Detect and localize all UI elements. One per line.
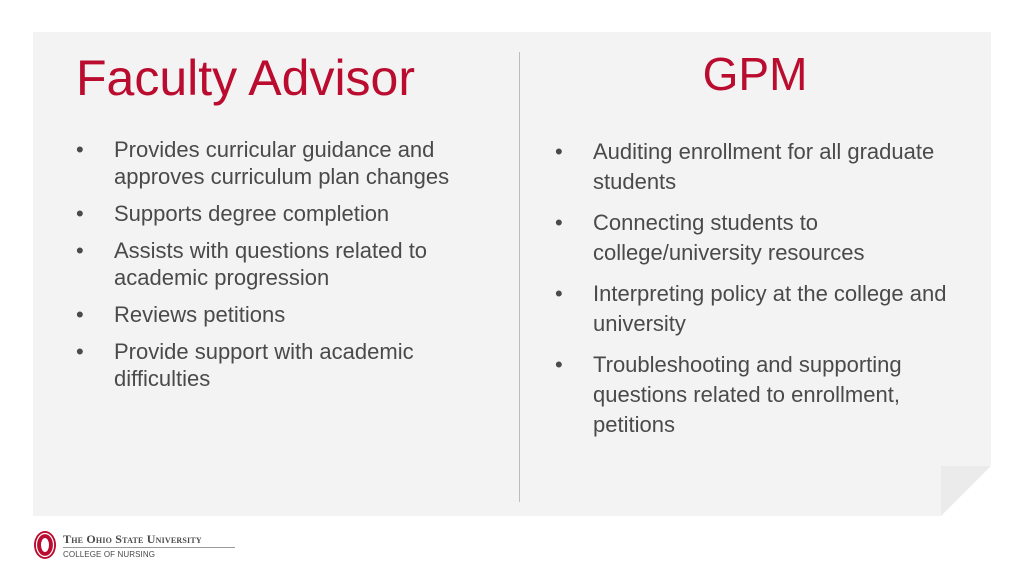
list-item-text: Provides curricular guidance and approves curriculum plan changes [114, 137, 450, 189]
list-item [76, 237, 496, 291]
list-item [76, 136, 496, 190]
bullet-icon: • [555, 210, 563, 235]
list-item [555, 350, 985, 440]
bullet-icon: • [76, 339, 84, 364]
list-item-text: Assists with questions related to academic progression [114, 238, 428, 290]
bullet-icon: • [555, 139, 563, 164]
list-item [76, 200, 496, 227]
bullet-icon: • [555, 352, 563, 377]
logo-divider [63, 547, 235, 548]
bullet-icon: • [555, 281, 563, 306]
page-number: 5 [977, 496, 983, 506]
gpm-title: GPM [702, 48, 808, 100]
list-item [76, 338, 496, 392]
bullet-icon: • [76, 238, 84, 263]
list-item-text: Auditing enrollment for all graduate students [593, 139, 935, 194]
list-item-text: Connecting students to college/university resources [593, 210, 865, 265]
list-item [555, 279, 985, 339]
list-item [555, 208, 985, 268]
slide-panel [33, 32, 991, 516]
faculty-advisor-list [76, 136, 496, 402]
page-curl-corner [941, 466, 991, 516]
list-item-text: Supports degree completion [114, 201, 390, 226]
list-item [76, 301, 496, 328]
list-item-text: Troubleshooting and supporting questions related to enrollment, petitions [593, 352, 902, 437]
column-divider [519, 52, 520, 502]
gpm-list [555, 137, 985, 451]
list-item [555, 137, 985, 197]
bullet-icon: • [76, 302, 84, 327]
bullet-icon: • [76, 137, 84, 162]
university-name: The Ohio State University [63, 532, 202, 546]
list-item-text: Provide support with academic difficulties [114, 339, 414, 391]
list-item-text: Interpreting policy at the college and university [593, 281, 947, 336]
list-item-text: Reviews petitions [114, 302, 286, 327]
bullet-icon: • [76, 201, 84, 226]
faculty-advisor-title: Faculty Advisor [76, 50, 416, 106]
block-o-logo-icon [33, 530, 57, 560]
college-name: COLLEGE OF NURSING [63, 550, 156, 559]
